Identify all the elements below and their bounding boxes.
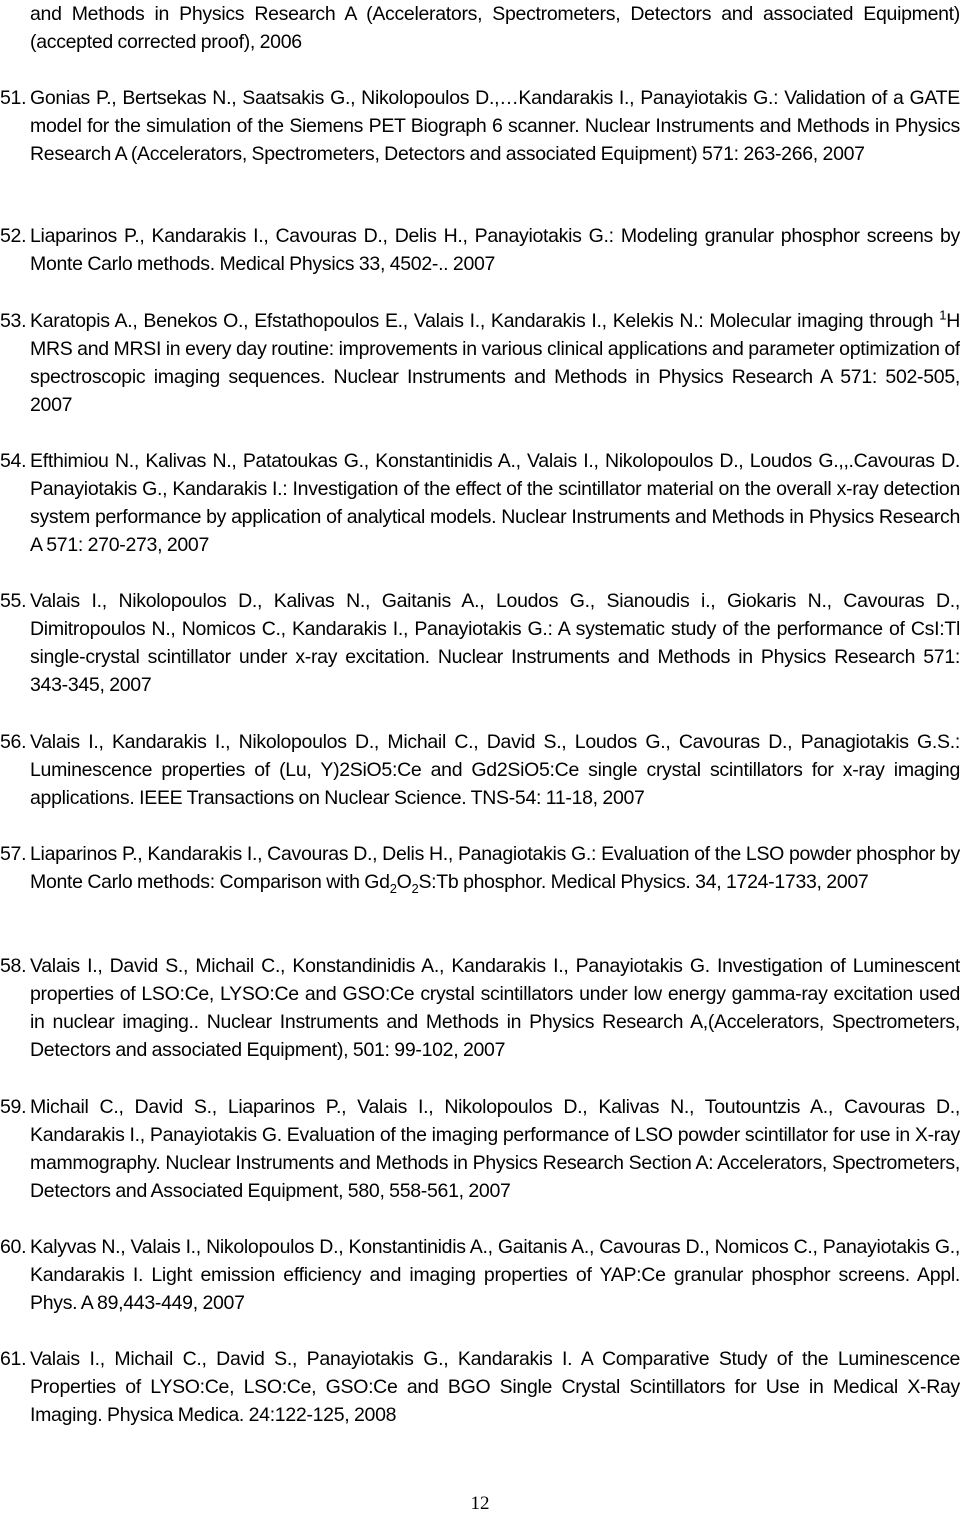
reference-body-post: S:Tb phosphor. Medical Physics. 34, 1724-1733, 2007 [418, 871, 869, 893]
reference-authors: Valais I., Michail C., David S., Panayiotakis G., Kandarakis I. [30, 1348, 573, 1370]
reference-60 [0, 1233, 960, 1317]
reference-body: Luminescence properties of (Lu, Y)2SiO5:Ce and Gd2SiO5:Ce single crystal scintillators for x-ray imaging applications. IEEE Transactions on Nuclear Science. TNS-54: 11-18, 2007 [30, 759, 960, 809]
reference-52 [0, 222, 960, 278]
reference-authors: Liaparinos P., Kandarakis I., Cavouras D., Delis H., Panayiotakis G.: [30, 225, 614, 247]
reference-body-post: H MRS and MRSI in every day routine: improvements in various clinical applications and parameter optimization of spectroscopic imaging sequences. Nuclear Instruments and Methods in Physics Research A 571: 502-505, 2007 [30, 310, 960, 416]
reference-authors: Valais I., Kandarakis I., Nikolopoulos D., Michail C., David S., Loudos G., Cavouras D., Panagiotakis G.S.: [30, 731, 960, 753]
reference-body: Investigation of the effect of the scintillator material on the overall x-ray detection system performance by application of analytical models. Nuclear Instruments and Methods in Physics Research A 571: 270-273, 2007 [30, 478, 960, 556]
reference-number: 55. [0, 590, 27, 612]
reference-58 [0, 952, 960, 1064]
subscript: 2 [411, 880, 419, 896]
reference-continuation-text: and Methods in Physics Research A (Accelerators, Spectrometers, Detectors and associated Equipment) (accepted corrected proof), 2006 [30, 3, 960, 53]
reference-body: Modeling granular phosphor screens by Monte Carlo methods. Medical Physics 33, 4502-.. 2007 [30, 225, 960, 275]
reference-51 [0, 84, 960, 168]
reference-continuation [30, 0, 960, 56]
reference-body-mid: O [396, 871, 412, 893]
reference-authors: Valais I., David S., Michail C., Konstandinidis A., Kandarakis I., Panayiotakis G. [30, 955, 710, 977]
reference-number: 57. [0, 843, 27, 865]
reference-authors: Michail C., David S., Liaparinos P., Valais I., Nikolopoulos D., Kalivas N., Toutountzis A., Cavouras D., Kandarakis I., Panayiotakis G. [30, 1096, 960, 1146]
reference-number: 61. [0, 1348, 27, 1370]
reference-body-pre: Evaluation of the LSO powder phosphor by Monte Carlo methods: Comparison with Gd [30, 843, 960, 893]
reference-number: 51. [0, 87, 27, 109]
reference-body-pre: Molecular imaging through [709, 310, 934, 332]
reference-54 [0, 447, 960, 559]
reference-number: 54. [0, 450, 27, 472]
reference-authors: Karatopis A., Benekos O., Efstathopoulos E., Valais I., Kandarakis I., Kelekis N.: [30, 310, 704, 332]
reference-number: 56. [0, 731, 27, 753]
reference-authors: Gonias P., Bertsekas N., Saatsakis G., Nikolopoulos D.,…Kandarakis I., Panayiotakis G.: [30, 87, 779, 109]
reference-53 [0, 307, 960, 419]
reference-body: A systematic study of the performance of CsI:Tl single-crystal scintillator under x-ray excitation. Nuclear Instruments and Methods in Physics Research 571: 343-345, 2007 [30, 618, 960, 696]
reference-authors: Valais I., Nikolopoulos D., Kalivas N., Gaitanis A., Loudos G., Sianoudis i., Giokaris N., Cavouras D., Dimitropoulos N., Nomicos C., Kandarakis I., Panayiotakis G.: [30, 590, 960, 640]
reference-number: 60. [0, 1236, 27, 1258]
reference-body: Light emission efficiency and imaging properties of YAP:Ce granular phosphor screens. Appl. Phys. A 89,443-449, 2007 [30, 1264, 960, 1314]
superscript-mass-number: 1 [939, 307, 947, 323]
reference-authors: Kalyvas N., Valais I., Nikolopoulos D., Konstantinidis A., Gaitanis A., Cavouras D., Nomicos C., Panayiotakis G., Kandarakis I. [30, 1236, 960, 1286]
reference-body: Evaluation of the imaging performance of LSO powder scintillator for use in X-ray mammography. Nuclear Instruments and Methods in Physics Research Section A: Accelerators, Spectrometers, Detectors and Associated Equipment, 580, 558-561, 2007 [30, 1124, 960, 1202]
reference-55 [0, 587, 960, 699]
reference-number: 59. [0, 1096, 27, 1118]
reference-body: Validation of a GATE model for the simulation of the Siemens PET Biograph 6 scanner. Nuclear Instruments and Methods in Physics Research A (Accelerators, Spectrometers, Detectors and associated Equipment) 571: 263-266, 2007 [30, 87, 960, 165]
reference-59 [0, 1093, 960, 1205]
reference-61 [0, 1345, 960, 1429]
reference-body: Investigation of Luminescent properties of LSO:Ce, LYSO:Ce and GSO:Ce crystal scintillators under low energy gamma-ray excitation used in nuclear imaging.. Nuclear Instruments and Methods in Physics Research A,(Accelerators, Spectrometers, Detectors and associated Equipment), 501: 99-102, 2007 [30, 955, 960, 1061]
reference-56 [0, 728, 960, 812]
reference-authors: Liaparinos P., Kandarakis I., Cavouras D., Delis H., Panagiotakis G.: [30, 843, 597, 865]
reference-57 [0, 840, 960, 896]
reference-number: 52. [0, 225, 27, 247]
reference-number: 58. [0, 955, 27, 977]
reference-body: A Comparative Study of the Luminescence Properties of LYSO:Ce, LSO:Ce, GSO:Ce and BGO Single Crystal Scintillators for Use in Medical X-Ray Imaging. Physica Medica. 24:122-125, 2008 [30, 1348, 960, 1426]
page-number: 12 [470, 1493, 490, 1514]
reference-authors: Efthimiou N., Kalivas N., Patatoukas G., Konstantinidis A., Valais I., Nikolopoulos D., Loudos G.,,.Cavouras D. Panayiotakis G., Kandarakis I.: [30, 450, 960, 500]
subscript: 2 [389, 880, 397, 896]
reference-number: 53. [0, 310, 27, 332]
